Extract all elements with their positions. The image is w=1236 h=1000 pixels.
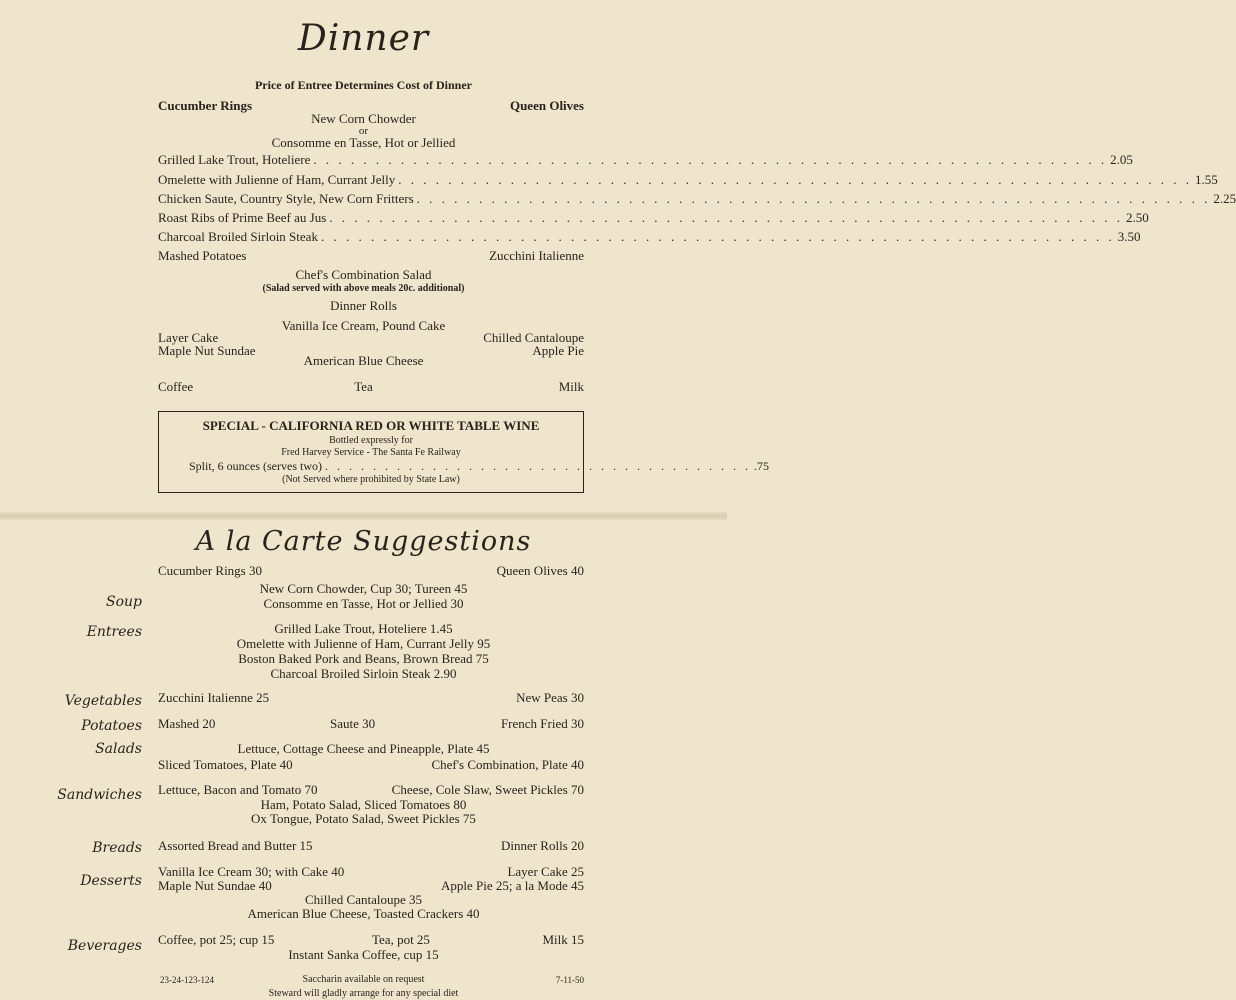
alc-breads-label: Breads: [92, 840, 142, 856]
alc-pot-right: French Fried 30: [500, 716, 584, 731]
alc-salad-1: Lettuce, Cottage Cheese and Pineapple, Plate 45: [237, 741, 490, 756]
alc-bev-2: Instant Sanka Coffee, cup 15: [288, 947, 439, 962]
dinner-dessert-left-2: Maple Nut Sundae: [158, 343, 256, 358]
alc-sand-left: Lettuce, Bacon and Tomato 70: [158, 782, 318, 797]
dinner-entree-row: [158, 152, 1133, 168]
alc-salads-label: Salads: [95, 741, 142, 757]
dinner-rolls: Dinner Rolls: [330, 298, 397, 313]
alc-salad-left: Sliced Tomatoes, Plate 40: [158, 757, 293, 772]
dinner-cheese: American Blue Cheese: [303, 353, 424, 368]
alc-sand-right: Cheese, Cole Slaw, Sweet Pickles 70: [391, 782, 584, 797]
wine-title: SPECIAL - CALIFORNIA RED OR WHITE TABLE WINE: [202, 418, 540, 433]
dinner-side-left: Mashed Potatoes: [158, 248, 247, 263]
alacarte-title: A la Carte Suggestions: [195, 526, 532, 557]
alc-bev-right: Milk 15: [542, 932, 584, 947]
entree-name: Grilled Lake Trout, Hoteliere: [158, 152, 311, 167]
alc-sandwiches-label: Sandwiches: [57, 787, 142, 803]
leader-dots: [313, 152, 1107, 168]
dinner-bev-coffee: Coffee: [158, 379, 194, 394]
entree-price: 2.50: [1126, 210, 1149, 225]
wine-split-row: [189, 459, 769, 474]
leader-dots: [321, 229, 1115, 245]
alc-entree-1: Grilled Lake Trout, Hoteliere 1.45: [274, 621, 453, 636]
alc-veg-left: Zucchini Italienne 25: [158, 690, 270, 705]
entree-price: 2.25: [1213, 191, 1236, 206]
footer-steward: Steward will gladly arrange for any special diet: [268, 988, 459, 999]
entree-name: Roast Ribs of Prime Beef au Jus: [158, 210, 327, 225]
alc-soup-2: Consomme en Tasse, Hot or Jellied 30: [263, 596, 464, 611]
alc-des-left-1: Vanilla Ice Cream 30; with Cake 40: [158, 864, 345, 879]
dinner-soup-1: New Corn Chowder: [311, 111, 416, 126]
footer-date: 7-11-50: [555, 975, 584, 985]
dinner-entree-row: [158, 191, 1236, 207]
alc-soup-1: New Corn Chowder, Cup 30; Tureen 45: [259, 581, 468, 596]
dinner-title: Dinner: [297, 18, 430, 59]
dinner-dessert-left-1: Layer Cake: [158, 330, 219, 345]
dinner-entree-row: [158, 172, 1218, 188]
alc-bev-left: Coffee, pot 25; cup 15: [158, 932, 275, 947]
dinner-relish-left: Cucumber Rings: [158, 98, 253, 113]
alc-beverages-label: Beverages: [67, 938, 142, 954]
footer-saccharin: Saccharin available on request: [302, 974, 425, 985]
alc-pot-center: Saute 30: [330, 716, 376, 731]
alc-relish-left: Cucumber Rings 30: [158, 563, 262, 578]
page-fold: [0, 512, 727, 520]
dinner-subtitle: Price of Entree Determines Cost of Dinner: [254, 78, 473, 92]
alc-desserts-label: Desserts: [80, 873, 142, 889]
dinner-relish-right: Queen Olives: [509, 98, 584, 113]
dinner-salad: Chef's Combination Salad: [295, 267, 432, 282]
alc-pot-left: Mashed 20: [158, 716, 216, 731]
leader-dots: . . . . . . . . . . . . . . . . . . . . . . . . . . . . . . . . . . . .: [324, 459, 751, 473]
alc-entree-3: Boston Baked Pork and Beans, Brown Bread 75: [238, 651, 489, 666]
dinner-soup-or: or: [358, 125, 369, 137]
dinner-salad-note: (Salad served with above meals 20c. additional): [262, 283, 465, 294]
alc-vegetables-label: Vegetables: [64, 693, 142, 709]
alc-des-right-1: Layer Cake 25: [507, 864, 584, 879]
alc-des-4: American Blue Cheese, Toasted Crackers 40: [247, 906, 480, 921]
alc-veg-right: New Peas 30: [516, 690, 584, 705]
dinner-bev-milk: Milk: [558, 379, 584, 394]
entree-price: 2.05: [1110, 152, 1133, 167]
alc-soup-label: Soup: [106, 594, 142, 610]
dinner-dessert-right-2: Apple Pie: [532, 343, 584, 358]
dinner-entree-row: [158, 210, 1149, 226]
wine-split-price: .75: [753, 459, 769, 473]
dinner-side-right: Zucchini Italienne: [489, 248, 584, 263]
wine-line-2: Fred Harvey Service - The Santa Fe Railway: [281, 447, 461, 458]
wine-special-box: [158, 411, 769, 493]
alc-entrees-label: Entrees: [86, 624, 142, 640]
wine-note: (Not Served where prohibited by State Law): [282, 474, 460, 485]
alc-entree-4: Charcoal Broiled Sirloin Steak 2.90: [270, 666, 457, 681]
alc-des-3: Chilled Cantaloupe 35: [305, 892, 422, 907]
wine-line-1: Bottled expressly for: [329, 435, 413, 446]
alc-sand-3: Ox Tongue, Potato Salad, Sweet Pickles 75: [251, 811, 476, 826]
wine-split-label: Split, 6 ounces (serves two): [189, 459, 322, 473]
entree-price: 3.50: [1117, 229, 1141, 244]
entree-price: 1.55: [1194, 172, 1218, 187]
footer-code: 23-24-123-124: [160, 975, 214, 985]
dinner-dessert-right-1: Chilled Cantaloupe: [483, 330, 584, 345]
alc-entree-2: Omelette with Julienne of Ham, Currant Jelly 95: [236, 636, 491, 651]
dinner-entree-row: [158, 229, 1141, 245]
alc-bread-right: Dinner Rolls 20: [500, 838, 584, 853]
alc-bread-left: Assorted Bread and Butter 15: [158, 838, 313, 853]
alc-des-right-2: Apple Pie 25; a la Mode 45: [441, 878, 584, 893]
alc-salad-right: Chef's Combination, Plate 40: [431, 757, 584, 772]
leader-dots: [329, 210, 1123, 226]
dinner-soup-2: Consomme en Tasse, Hot or Jellied: [271, 135, 456, 150]
leader-dots: [417, 191, 1211, 207]
entree-name: Omelette with Julienne of Ham, Currant Jelly: [158, 172, 396, 187]
alc-des-left-2: Maple Nut Sundae 40: [158, 878, 272, 893]
dinner-dessert-center: Vanilla Ice Cream, Pound Cake: [281, 318, 446, 333]
leader-dots: [398, 172, 1192, 188]
alc-bev-center: Tea, pot 25: [372, 932, 430, 947]
dinner-bev-tea: Tea: [354, 379, 373, 394]
alc-relish-right: Queen Olives 40: [496, 563, 584, 578]
entree-name: Charcoal Broiled Sirloin Steak: [158, 229, 318, 244]
entree-name: Chicken Saute, Country Style, New Corn Fritters: [158, 191, 414, 206]
alc-potatoes-label: Potatoes: [81, 718, 142, 734]
alc-sand-2: Ham, Potato Salad, Sliced Tomatoes 80: [260, 797, 467, 812]
